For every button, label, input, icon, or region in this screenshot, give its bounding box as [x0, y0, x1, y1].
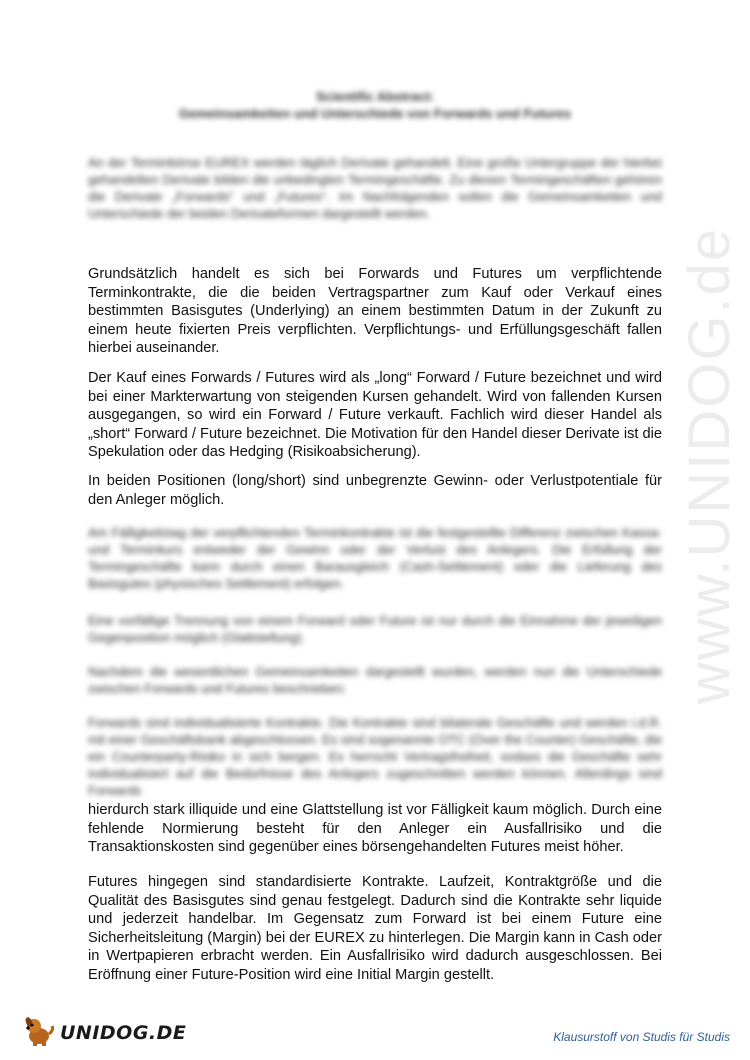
paragraph-forwards-visible: hierdurch stark illiquide und eine Glattstellung ist vor Fälligkeit kaum möglich. Durch eine fehlende Normierung besteht für den Anleger ein Ausfallrisiko und die Transaktionskosten sind gegenüber eines börsengehandelten Futures meist höher.	[88, 802, 662, 856]
paragraph-glattstellung: Eine vorfällige Trennung von einem Forward oder Future ist nur durch die Einnahme der jeweiligen Gegenposition möglich (Glattstellung).	[88, 613, 662, 645]
watermark	[677, 160, 743, 770]
document-title	[88, 88, 662, 122]
footer-tagline: Klausurstoff von Studis für Studis	[553, 1030, 730, 1044]
title-line: Scientific Abstract:	[316, 89, 434, 104]
dog-icon	[22, 1014, 56, 1053]
subtitle-line: Gemeinsamkeiten und Unterschiede von Forwards und Futures	[178, 106, 572, 121]
paragraph-futures: Futures hingegen sind standardisierte Kontrakte. Laufzeit, Kontraktgröße und die Qualität des Basisgutes sind genau festgelegt. Dadurch sind die Kontrakte sehr liquide und jederzeit handelbar. Im Gegensatz zum Forward ist bei einem Future eine Sicherheitsleitung (Margin) bei der EUREX zu hinterlegen. Die Margin kann in Cash oder in Wertpapieren erbracht werden. Ein Ausfallrisiko wird dadurch ausgeschlossen. Bei Eröffnung einer Future-Position wird eine Initial Margin gestellt.	[88, 874, 662, 983]
unidog-logo[interactable]	[22, 1016, 186, 1050]
paragraph-long-short: Der Kauf eines Forwards / Futures wird als „long“ Forward / Future bezeichnet und wird bei einer Markterwartung von steigenden Kursen gehandelt. Wird von fallenden Kursen ausgegangen, so wird ein Forward / Future verkauft. Fachlich wird dieser Handel als „short“ Forward / Future bezeichnet. Die Motivation für den Handel dieser Derivate ist die Spekulation oder das Hedging (Risikoabsicherung).	[88, 370, 662, 461]
paragraph-definition: Grundsätzlich handelt es sich bei Forwards und Futures um verpflichtende Terminkontrakte, die die beiden Vertragspartner zum Kauf oder Verkauf eines bestimmten Basisgutes (Underlying) an einem bestimmten Datum in der Zukunft zu einem heute fixierten Preis verpflichten. Verpflichtungs- und Erfüllungsgeschäft fallen hierbei auseinander.	[88, 266, 662, 357]
paragraph-transition: Nachdem die wesentlichen Gemeinsamkeiten dargestellt wurden, werden nun die Unterschiede zwischen Forwards und Futures beschrieben:	[88, 664, 662, 696]
page-footer	[0, 1010, 750, 1060]
watermark-text: www.UNIDOG.de	[677, 226, 743, 704]
logo-text: UNIDOG.DE	[60, 1022, 187, 1044]
paragraph-settlement: Am Fälligkeitstag der verpflichtenden Terminkontrakte ist die festgestellte Differenz zwischen Kassa- und Terminkurs entweder der Gewinn oder der Verlust des Anlegers. Die Erfüllung der Termingeschäfte kann durch einen Barausgleich (Cash-Settlement) oder die Lieferung des Basisgutes (physisches Settlement) erfolgen.	[88, 525, 662, 591]
paragraph-intro: An der Terminbörse EUREX werden täglich Derivate gehandelt. Eine große Untergruppe der hierbei gehandelten Derivate bilden die unbedingten Termingeschäfte. Zu diesen Termingeschäften gehören die Derivate „Forwards“ und „Futures“. Im Nachfolgenden sollen die Gemeinsamkeiten und Unterschiede der beiden Derivateformen dargestellt werden.	[88, 155, 662, 221]
paragraph-positions: In beiden Positionen (long/short) sind unbegrenzte Gewinn- oder Verlustpotentiale für den Anleger möglich.	[88, 473, 662, 508]
paragraph-forwards-blurred: Forwards sind individualisierte Kontrakte. Die Kontrakte sind bilaterale Geschäfte und werden i.d.R. mit einer Geschäftsbank abgeschlossen. Es sind sogenannte OTC (Over the Counter) Geschäfte, die ein Counterparty-Risiko in sich bergen. Es herrscht Vertragsfreiheit, sodass die Geschäfte sehr individualisiert auf die Bedürfnisse des Anlegers zugeschnitten werden können. Allerdings sind Forwards	[88, 715, 662, 798]
